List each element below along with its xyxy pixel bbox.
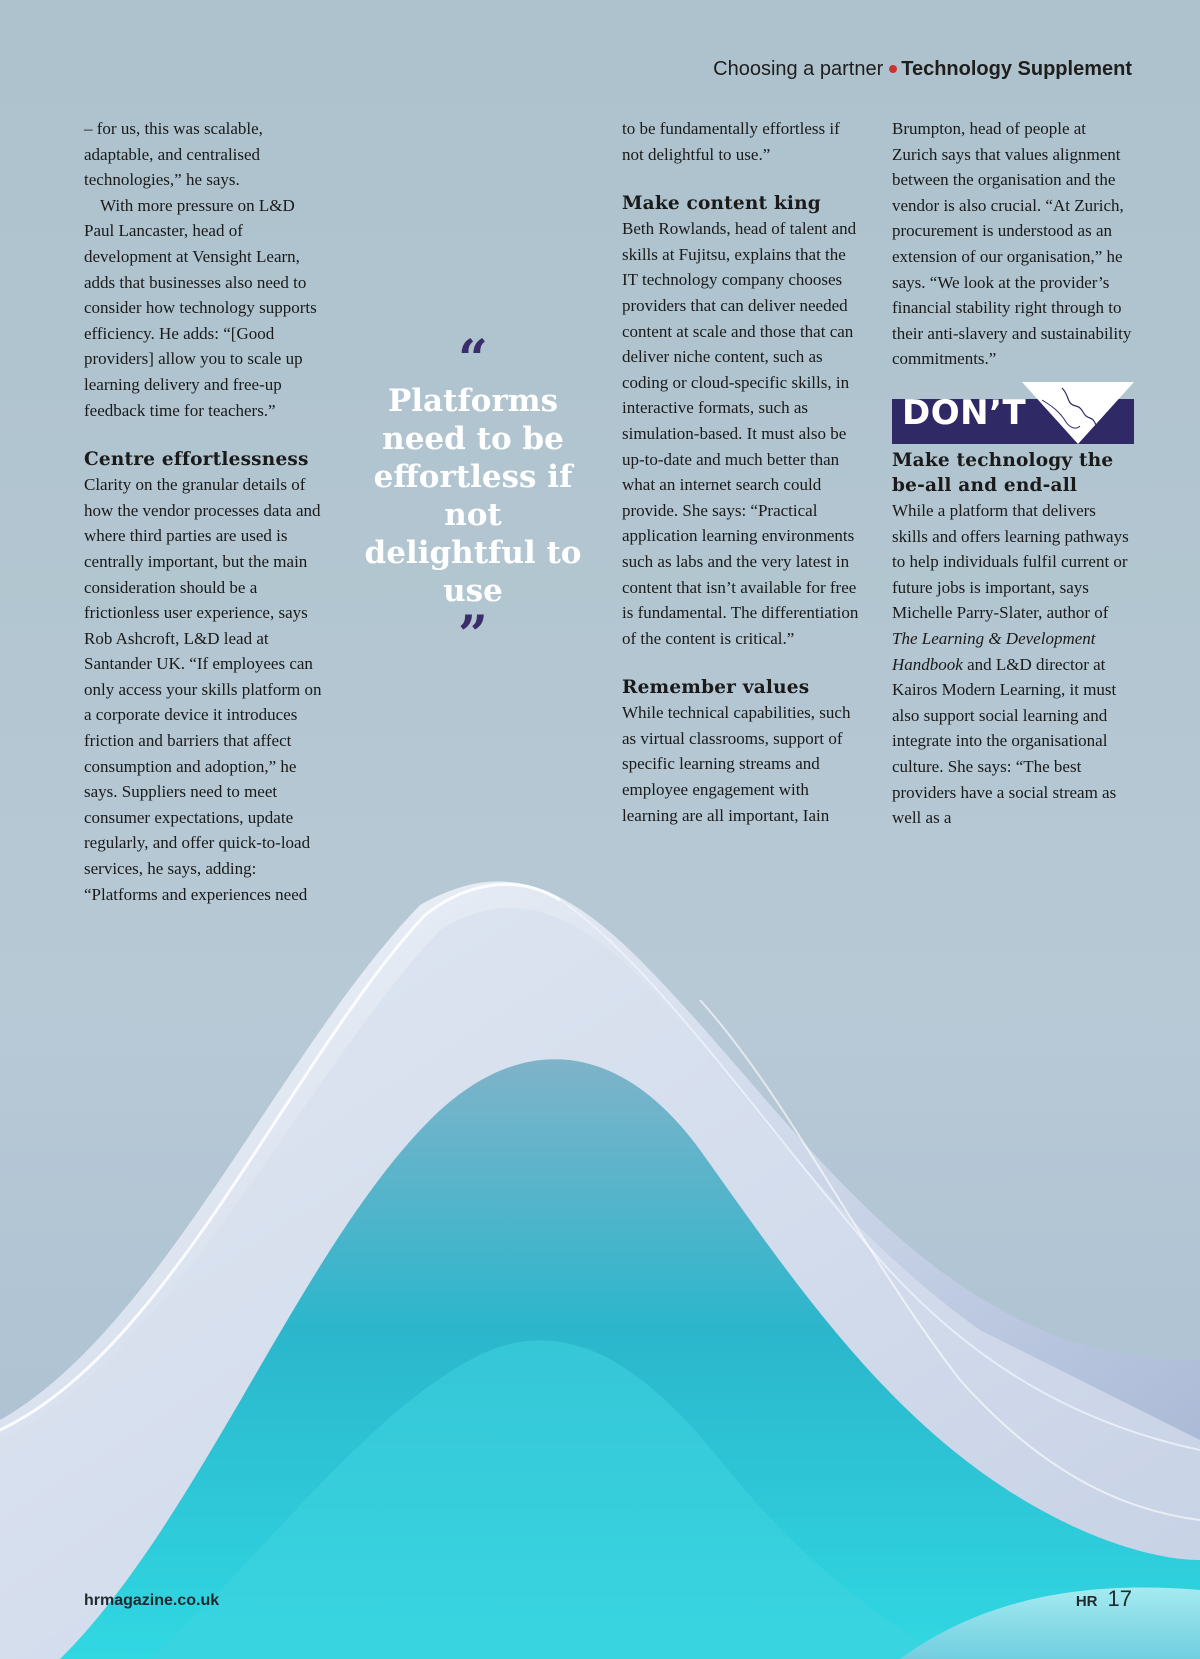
header-section: Choosing a partner <box>713 58 884 80</box>
close-quote-icon: ” <box>458 605 488 666</box>
paragraph: to be fundamentally effortless if not delightful to use.” <box>622 119 840 164</box>
paragraph: Clarity on the granular details of how the vendor processes data and where third parties are used is centrally important, but the main consideration should be a frictionless user experience, says Rob Ashcroft, L&D lead at Santander UK. “If employees can only access your skills platform on a corporate device it introduces friction and barriers that affect consumption and adoption,” he says. Suppliers need to meet consumer expectations, update regularly, and offer quick-to-load services, he says, adding: “Platforms and experiences need <box>84 475 322 904</box>
paragraph: Brumpton, head of people at Zurich says that values alignment between the organisation and the vendor is also crucial. “At Zurich, procurement is understood as an extension of our organisation,” he says. “We look at the provider’s financial stability right through to their anti-slavery and sustainability commitments.” <box>892 119 1132 369</box>
footer-folio <box>1076 1586 1132 1612</box>
text-column-4 <box>892 116 1134 372</box>
book-title: The Learning & Development Handbook <box>892 628 1096 674</box>
running-header <box>713 58 1132 81</box>
subheading-remember-values: Remember values <box>622 677 810 699</box>
red-dot-icon <box>889 65 897 73</box>
pull-quote <box>358 329 588 666</box>
page-number: 17 <box>1107 1586 1132 1611</box>
open-quote-icon: “ <box>458 329 488 390</box>
subheading-centre-effortlessness: Centre effortlessness <box>84 449 309 471</box>
dont-banner <box>892 382 1134 444</box>
paragraph: With more pressure on L&D Paul Lancaster, head of development at Vensight Learn, adds that businesses also need to consider how technology supports efficiency. He adds: “[Good providers] allow you to scale up learning delivery and free-up feedback time for teachers.” <box>84 195 317 420</box>
subheading-make-technology: Make technology the be-all and end-all <box>892 450 1114 496</box>
paragraph: Beth Rowlands, head of talent and skills at Fujitsu, explains that the IT technology company chooses providers that can deliver needed content at scale and those that can deliver niche content, such as coding or cloud-specific skills, in interactive formats, such as simulation-based. It must also be up-to-date and much better than what an internet search could provide. She says: “Practical application learning environments such as labs and the very latest in content that isn’t available for free is fundamental. The differentiation of the content is critical.” <box>622 219 859 648</box>
down-triangle-icon <box>1022 382 1134 444</box>
pull-quote-text: Platforms need to be effortless if not delightful to use <box>364 383 582 609</box>
footer-site: hrmagazine.co.uk <box>84 1592 220 1609</box>
header-supplement: Technology Supplement <box>901 58 1132 80</box>
subheading-make-content-king: Make content king <box>622 193 821 215</box>
paragraph: – for us, this was scalable, adaptable, and centralised technologies,” he says. <box>84 119 263 190</box>
paragraph: While a platform that delivers skills and offers learning pathways to help individuals fulfil current or future jobs is important, says Michelle Parry-Slater, author of The Learning & Development Handbook and L&D director at Kairos Modern Learning, it must also support social learning and integrate into the organisational culture. She says: “The best providers have a social stream as well as a <box>892 501 1129 828</box>
paragraph: While technical capabilities, such as virtual classrooms, support of specific learning streams and employee engagement with learning are all important, Iain <box>622 703 851 825</box>
text-column-3 <box>622 116 864 828</box>
dont-label: DON’T <box>902 393 1027 433</box>
text-column-4-lower <box>892 448 1134 831</box>
footer-brand: HR <box>1075 1593 1098 1610</box>
text-column-1 <box>84 116 324 907</box>
